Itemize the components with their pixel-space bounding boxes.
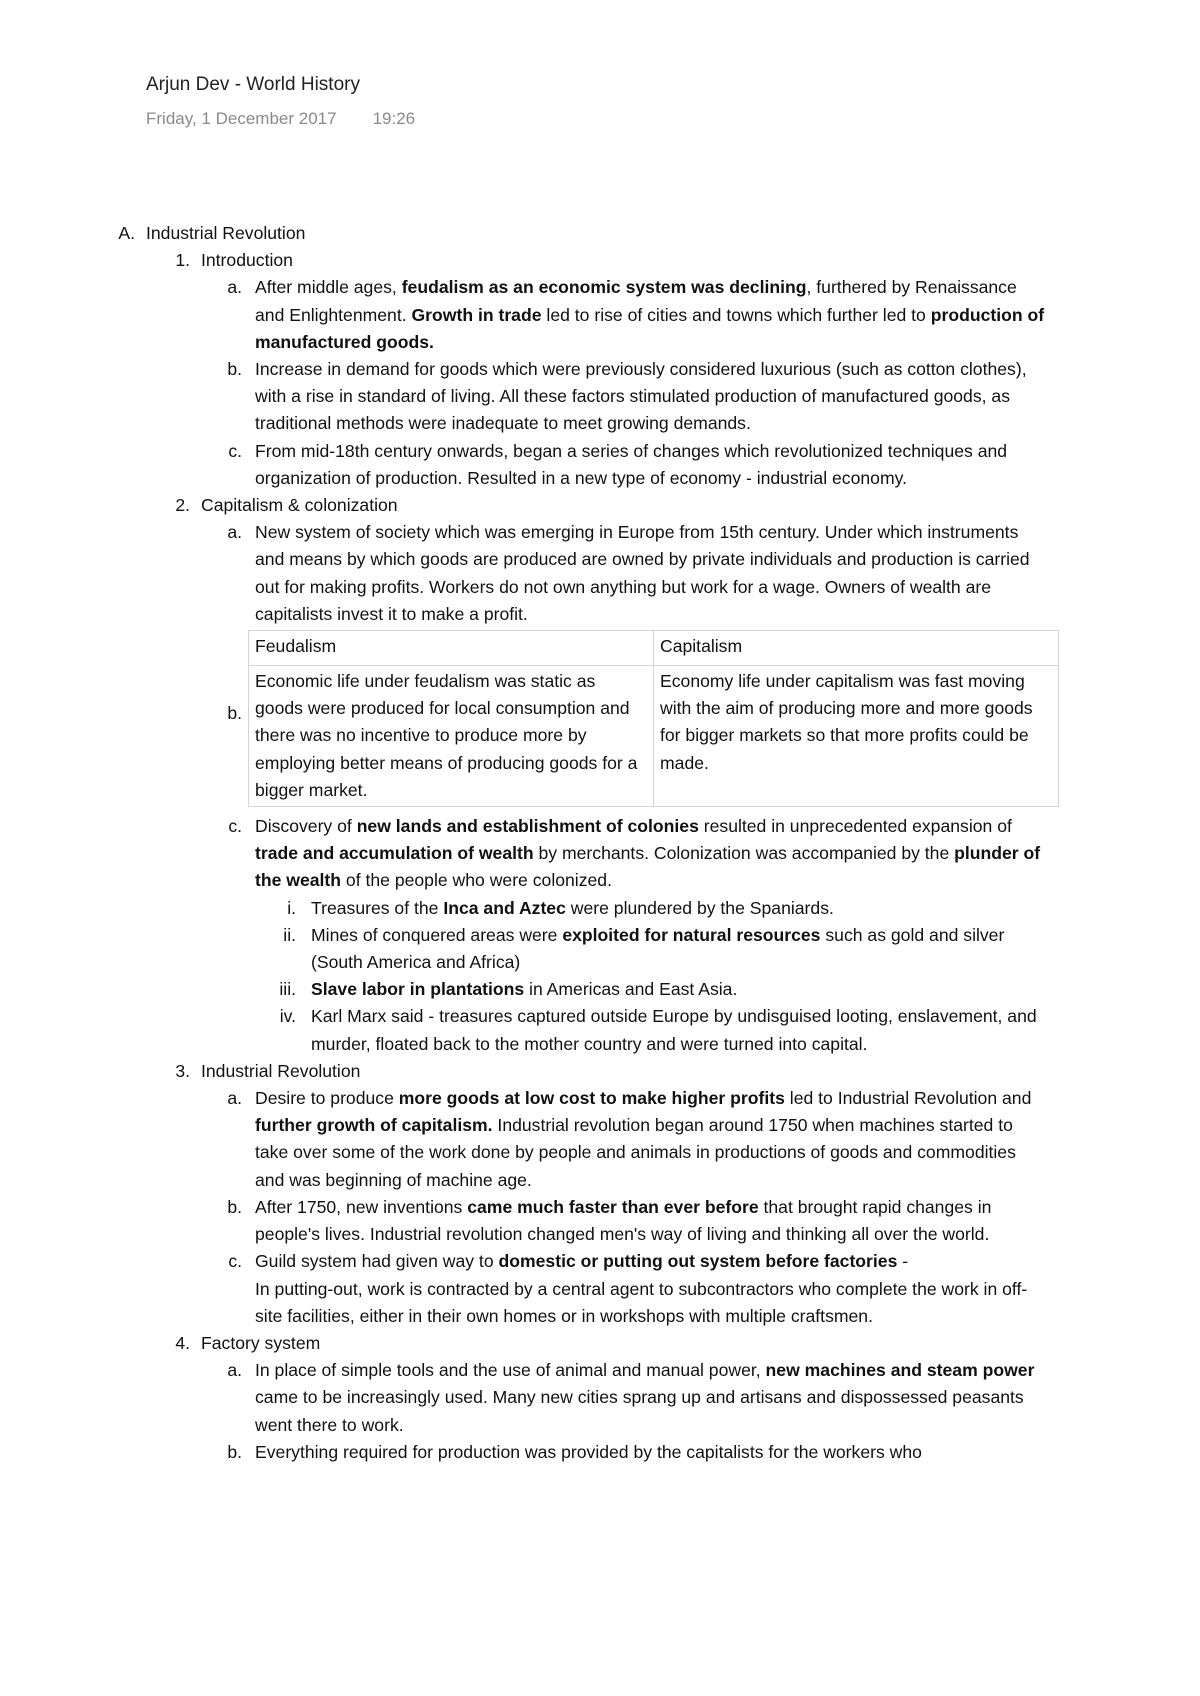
text-run: Desire to produce: [255, 1088, 399, 1109]
table-cell: Economy life under capitalism was fast moving with the aim of producing more and more goods for bigger markets so that more profits could be made.: [654, 666, 1059, 807]
text-run: , furthered by Renaissance and Enlightenment.: [255, 277, 1017, 325]
list-item-heading: Factory system: [201, 1332, 321, 1353]
list-marker: b.: [227, 1441, 242, 1462]
list-item-2b: [0, 628, 1200, 813]
bold-run: production of manufactured goods.: [255, 304, 1045, 352]
text-run: in Americas and East Asia.: [524, 979, 738, 1000]
list-marker: b.: [227, 1196, 242, 1217]
bold-run: exploited for natural resources: [562, 924, 821, 945]
text-run: by merchants. Colonization was accompanied by the: [533, 843, 955, 864]
page-title: Arjun Dev - World History: [146, 74, 360, 95]
list-item-2a: [0, 519, 1200, 628]
list-marker: a.: [227, 277, 242, 298]
bold-run: new machines and steam power: [765, 1360, 1035, 1381]
list-item-text: Karl Marx said - treasures captured outside Europe by undisguised looting, enslavement, and murder, floated back to the mother country and were turned into capital.: [311, 1006, 1037, 1054]
bold-run: trade and accumulation of wealth: [255, 843, 534, 864]
list-item-text: [311, 922, 1051, 976]
bold-run: further growth of capitalism.: [255, 1115, 493, 1136]
text-run: In putting-out, work is contracted by a central agent to subcontractors who complete the work in off-site facilities, either in their own homes or in workshops with multiple craftsmen.: [255, 1278, 1028, 1326]
list-item-text: [255, 274, 1045, 356]
page-date: [146, 109, 415, 129]
text-run: -: [897, 1251, 909, 1272]
list-item-1c: [0, 438, 1200, 492]
bold-run: domestic or putting out system before factories: [498, 1251, 898, 1272]
list-marker: iii.: [279, 979, 296, 1000]
list-item-text: [255, 1194, 1045, 1248]
text-run: Mines of conquered areas were: [311, 924, 563, 945]
document-body: [0, 220, 1200, 1466]
list-marker: iv.: [279, 1006, 296, 1027]
table-header-row: [249, 631, 1059, 666]
bold-run: new lands and establishment of colonies: [356, 816, 699, 837]
list-marker: a.: [227, 522, 242, 543]
text-run: such as gold and silver (South America and Africa): [311, 924, 1005, 973]
text-run: led to rise of cities and towns which further led to: [541, 304, 931, 325]
text-run: came to be increasingly used. Many new cities sprang up and artisans and dispossessed peasants went there to work.: [255, 1387, 1024, 1435]
table-cell: Economic life under feudalism was static as goods were produced for local consumption and there was no incentive to produce more by employing better means of producing goods for a bigger market.: [249, 666, 654, 807]
table-header-cell: Capitalism: [654, 631, 1059, 666]
list-item-text: [311, 895, 1051, 922]
list-marker: c.: [228, 1251, 242, 1272]
list-item-text: [311, 976, 1051, 1003]
list-marker: a.: [227, 1088, 242, 1109]
list-item-1: [0, 247, 1200, 274]
list-item-text: [255, 1357, 1045, 1439]
list-item-4b: [0, 1439, 1200, 1466]
text-run: of the people who were colonized.: [341, 870, 612, 891]
list-marker: c.: [228, 440, 242, 461]
list-item-1a: [0, 274, 1200, 356]
text-run: Industrial revolution began around 1750 when machines started to take over some of the work done by people and animals in productions of goods and commodities and was beginning of machine age.: [255, 1115, 1016, 1190]
text-run: Treasures of the: [311, 897, 444, 918]
bold-run: Slave labor in plantations: [311, 979, 525, 1000]
list-item-heading: Introduction: [201, 250, 293, 271]
list-item-3: [0, 1058, 1200, 1085]
text-run: resulted in unprecedented expansion of: [698, 816, 1012, 837]
list-item-2c-iv: [0, 1003, 1200, 1057]
bold-run: came much faster than ever before: [467, 1196, 759, 1217]
list-item-2c-iii: [0, 976, 1200, 1003]
comparison-table: [248, 630, 1059, 807]
date-text: Friday, 1 December 2017: [146, 109, 337, 128]
list-item-text: Everything required for production was provided by the capitalists for the workers who: [255, 1441, 922, 1462]
bold-run: feudalism as an economic system was declining: [401, 277, 807, 298]
list-marker: ii.: [283, 924, 296, 945]
list-item-2: [0, 492, 1200, 519]
section-heading: Industrial Revolution: [146, 223, 306, 243]
list-item-1b: [0, 356, 1200, 438]
list-item-text: New system of society which was emerging in Europe from 15th century. Under which instruments and means by which goods are produced are owned by private individuals and production is carried out for making profits. Workers do not own anything but work for a wage. Owners of wealth are capitalists invest it to make a profit.: [255, 522, 1030, 624]
list-marker: i.: [287, 897, 296, 918]
bold-run: Growth in trade: [411, 304, 542, 325]
list-marker: b.: [227, 703, 242, 724]
text-run: were plundered by the Spaniards.: [565, 897, 834, 918]
list-item-2c-ii: [0, 922, 1200, 976]
list-item-2c-i: [0, 895, 1200, 922]
time-text: 19:26: [372, 109, 416, 128]
text-run: Discovery of: [255, 816, 357, 837]
list-marker: 4.: [175, 1332, 190, 1353]
list-item-text: From mid-18th century onwards, began a series of changes which revolutionized techniques and organization of production. Resulted in a new type of economy - industrial economy.: [255, 440, 1008, 488]
text-run: led to Industrial Revolution and: [784, 1088, 1032, 1109]
list-item-2c: [0, 813, 1200, 895]
list-marker: a.: [227, 1360, 242, 1381]
text-run: After 1750, new inventions: [255, 1196, 468, 1217]
text-run: After middle ages,: [255, 277, 402, 298]
list-item-3a: [0, 1085, 1200, 1194]
bold-run: more goods at low cost to make higher profits: [398, 1088, 785, 1109]
list-marker: c.: [228, 816, 242, 837]
list-marker: 3.: [175, 1060, 190, 1081]
text-run: In place of simple tools and the use of animal and manual power,: [255, 1360, 766, 1381]
list-item-heading: Industrial Revolution: [201, 1060, 361, 1081]
list-item-text: [255, 813, 1045, 895]
text-run: Guild system had given way to: [255, 1251, 499, 1272]
text-run: that brought rapid changes in people's lives. Industrial revolution changed men's way of living and thinking all over the world.: [255, 1196, 992, 1245]
list-marker: 2.: [175, 495, 190, 516]
section-a: [0, 220, 1200, 247]
list-item-text: Increase in demand for goods which were previously considered luxurious (such as cotton clothes), with a rise in standard of living. All these factors stimulated production of manufactured goods, as traditional methods were inadequate to meet growing demands.: [255, 359, 1027, 434]
list-item-4a: [0, 1357, 1200, 1439]
list-marker: A.: [118, 223, 135, 243]
list-item-heading: Capitalism & colonization: [201, 495, 398, 516]
bold-run: Inca and Aztec: [443, 897, 566, 918]
list-item-4: [0, 1330, 1200, 1357]
list-marker: 1.: [175, 250, 190, 271]
list-item-3c: [0, 1248, 1200, 1330]
list-item-3b: [0, 1194, 1200, 1248]
list-item-text: [255, 1085, 1045, 1194]
list-marker: b.: [227, 359, 242, 380]
list-item-text: [255, 1248, 1045, 1330]
table-header-cell: Feudalism: [249, 631, 654, 666]
table-row: [249, 666, 1059, 807]
bold-run: plunder of the wealth: [255, 843, 1041, 891]
